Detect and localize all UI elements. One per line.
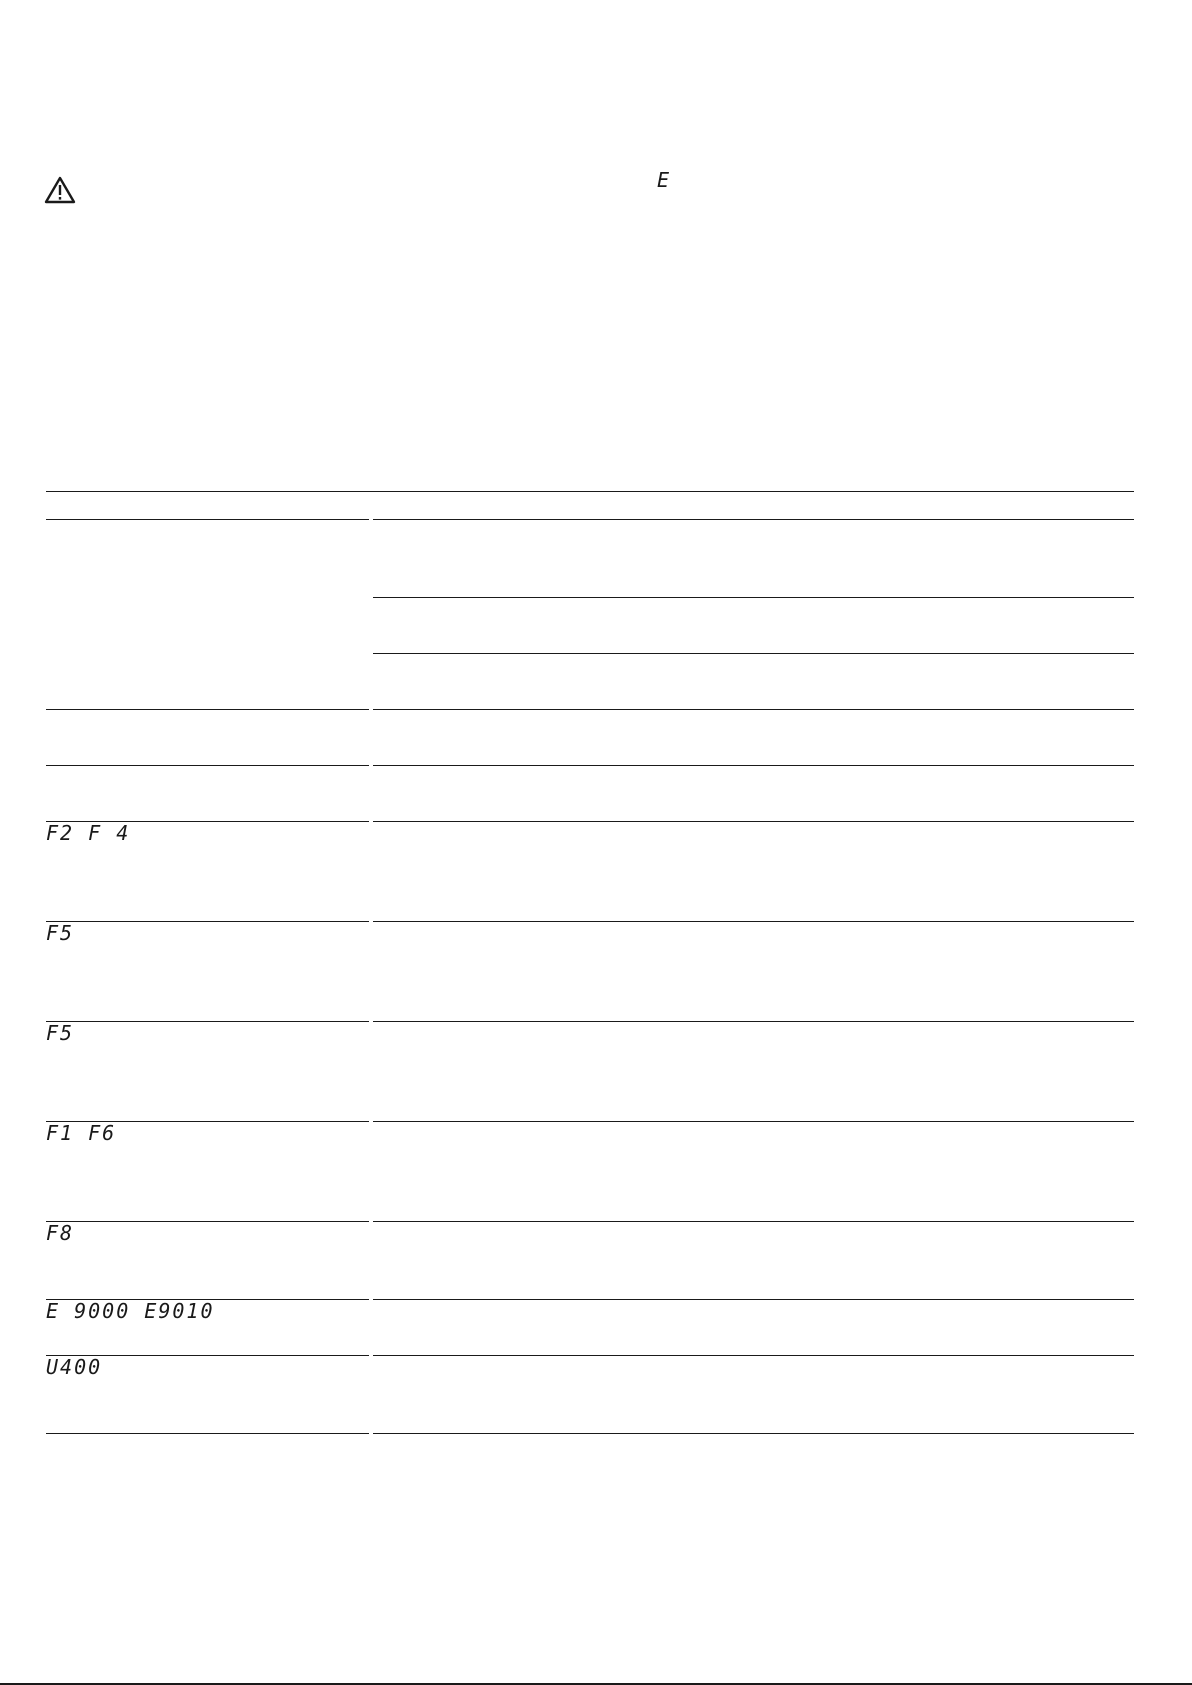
table-header-rule-right [373,519,1134,520]
table-row-rule-right [373,765,1134,766]
error-code-e9000-e9010: E 9000 E9010 [46,1299,215,1323]
table-top-rule [46,491,1134,492]
table-row-rule-right [373,921,1134,922]
display-symbol-e: E [657,168,672,192]
table-row-rule-left [46,921,369,922]
table-row-rule-left [46,765,369,766]
error-code-u400: U400 [46,1355,103,1379]
error-code-f8: F8 [46,1221,75,1245]
table-bottom-rule-left [46,1433,369,1434]
warning-icon [44,176,76,204]
table-row-rule-left [46,709,369,710]
table-row-rule-right [373,1355,1134,1356]
table-row-rule-left [46,1021,369,1022]
table-row-rule-right [373,1121,1134,1122]
error-code-f5: F5 [46,1021,75,1045]
table-row-rule-right [373,821,1134,822]
table-subrow-rule [373,597,1134,598]
table-row-rule-right [373,1221,1134,1222]
error-code-f2-f4: F2 F 4 [46,821,131,845]
error-code-f5: F5 [46,921,75,945]
table-row-rule-right [373,1021,1134,1022]
error-code-f1-f6: F1 F6 [46,1121,117,1145]
table-row-rule-right [373,709,1134,710]
table-row-rule-right [373,1299,1134,1300]
table-subrow-rule [373,653,1134,654]
table-bottom-rule-right [373,1433,1134,1434]
table-row-rule-left [46,1221,369,1222]
table-header-rule-left [46,519,369,520]
